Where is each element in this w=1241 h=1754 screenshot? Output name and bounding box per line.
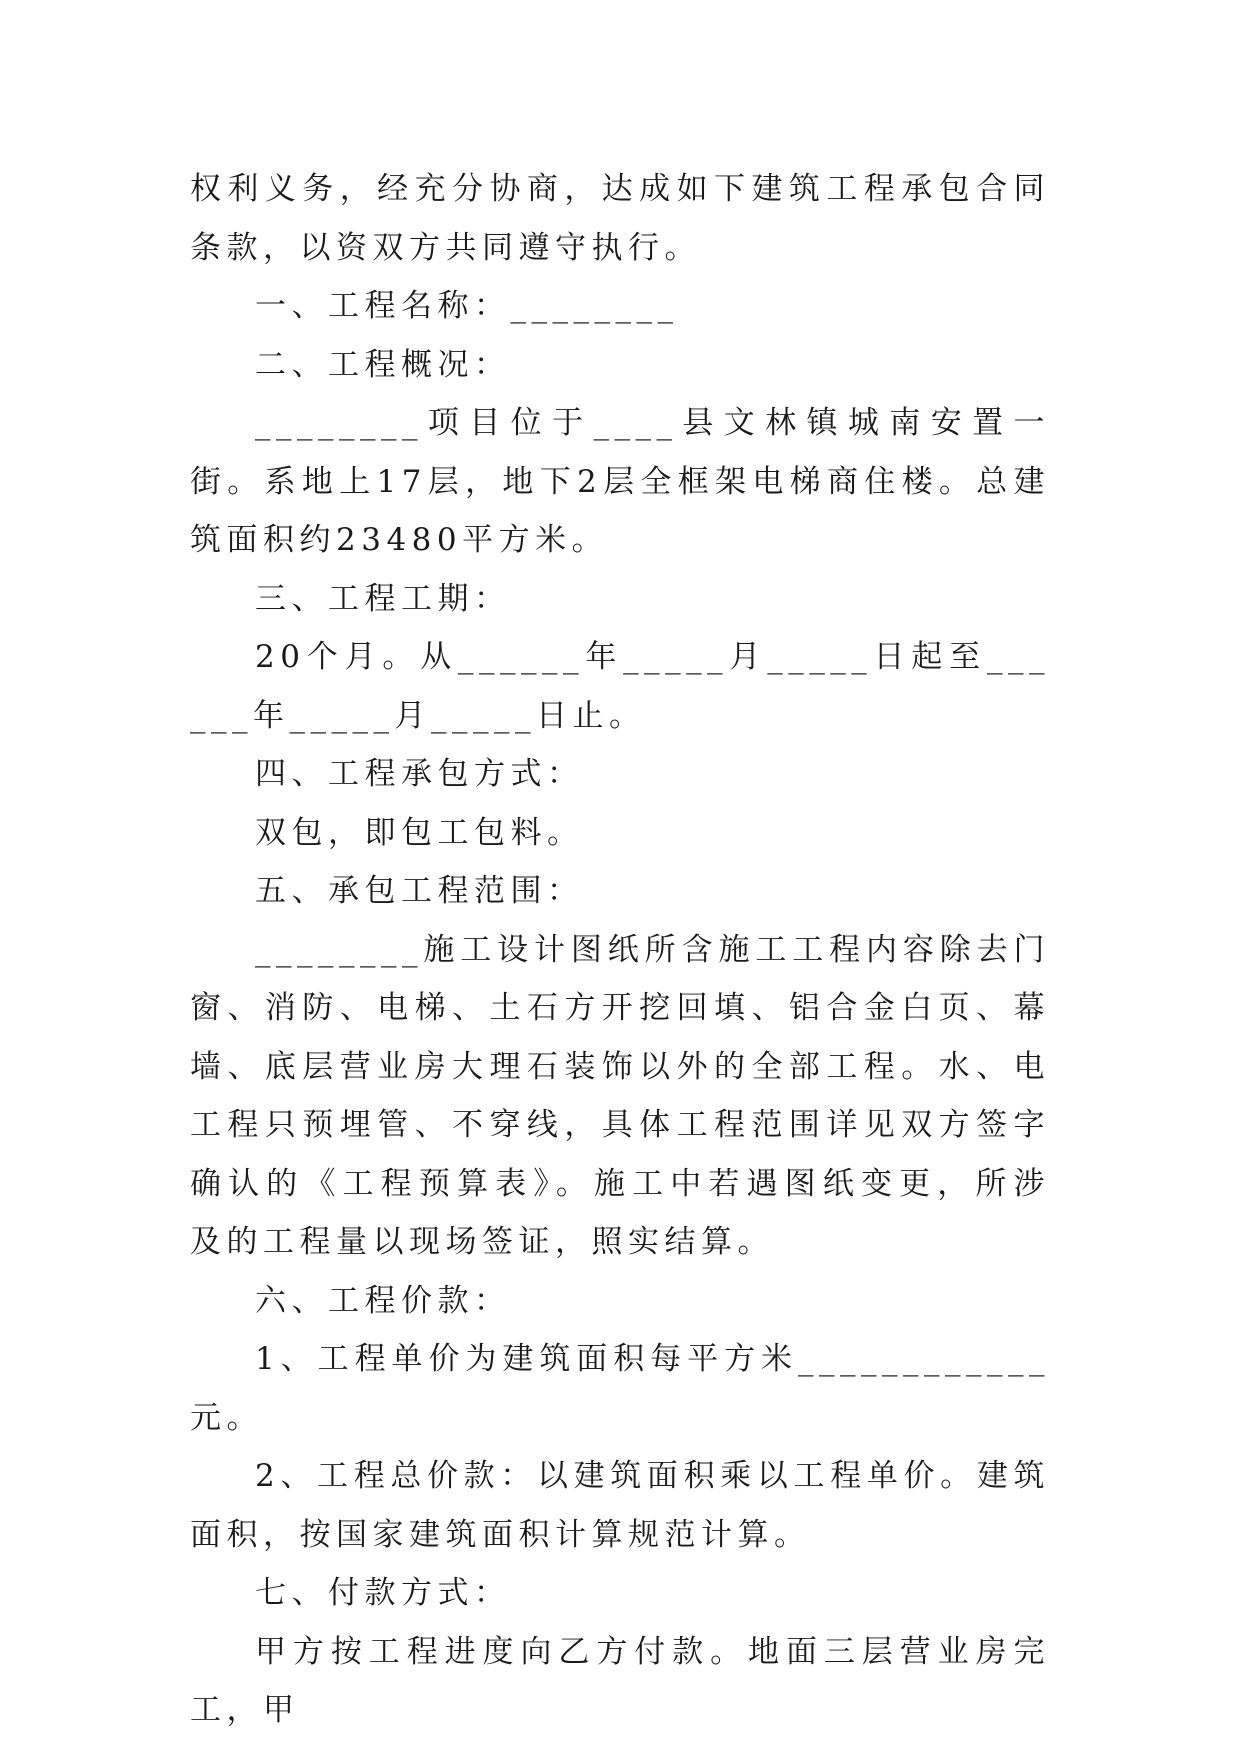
heading-project-name: 一、工程名称：________ bbox=[255, 288, 679, 324]
heading-payment-method: 七、付款方式： bbox=[255, 1575, 511, 1611]
paragraph-project-overview: ________项目位于____县文林镇城南安置一街。系地上17层，地下2层全框架电梯商住楼。总建筑面积约23480平方米。 bbox=[190, 405, 1050, 558]
paragraph-project-duration: 20个月。从______年_____月_____日起至______年_____月_____日止。 bbox=[190, 639, 1050, 734]
paragraph-unit-price: 1、工程单价为建筑面积每平方米____________元。 bbox=[190, 1341, 1050, 1436]
document-body bbox=[190, 160, 1050, 1740]
heading-project-duration: 三、工程工期： bbox=[255, 580, 511, 617]
heading-project-price: 六、工程价款： bbox=[255, 1282, 511, 1319]
heading-project-overview: 二、工程概况： bbox=[255, 346, 511, 383]
paragraph-payment-method: 甲方按工程进度向乙方付款。地面三层营业房完工，甲 bbox=[190, 1633, 1050, 1728]
heading-contract-scope: 五、承包工程范围： bbox=[255, 873, 584, 909]
heading-contract-method: 四、工程承包方式： bbox=[255, 756, 584, 792]
paragraph-contract-scope: ________施工设计图纸所含施工工程内容除去门窗、消防、电梯、土石方开挖回填、铝合金白页、幕墙、底层营业房大理石装饰以外的全部工程。水、电工程只预埋管、不穿线，具体工程范围详见双方签字确认的《工程预算表》。施工中若遇图纸变更，所涉及的工程量以现场签证，照实结算。 bbox=[190, 931, 1050, 1260]
paragraph-contract-method: 双包，即包工包料。 bbox=[255, 814, 584, 851]
paragraph-total-price: 2、工程总价款：以建筑面积乘以工程单价。建筑面积，按国家建筑面积计算规范计算。 bbox=[190, 1458, 1050, 1553]
paragraph-continuation: 权利义务，经充分协商，达成如下建筑工程承包合同条款，以资双方共同遵守执行。 bbox=[190, 171, 1050, 266]
